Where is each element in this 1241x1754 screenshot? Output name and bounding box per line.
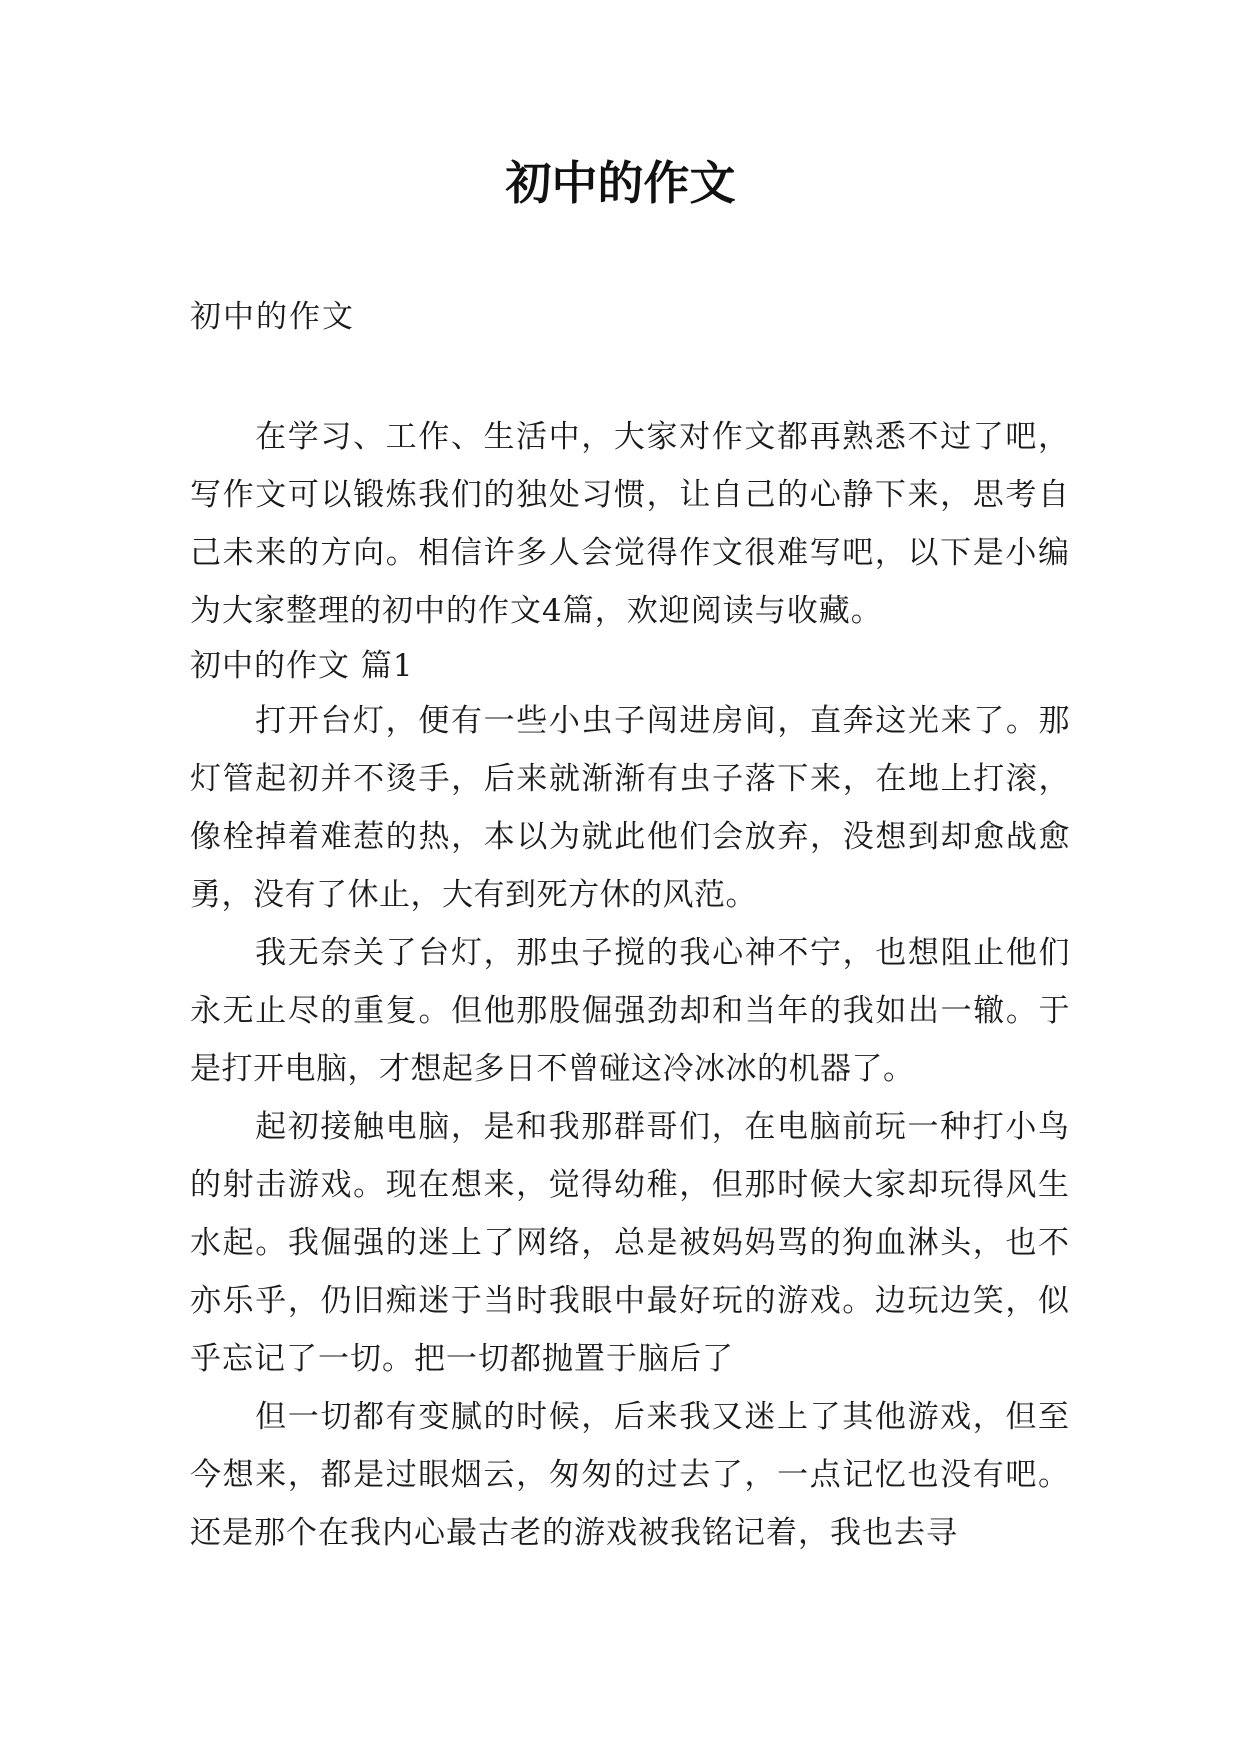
document-body (190, 408, 1070, 1562)
intro-paragraph: 在学习、工作、生活中，大家对作文都再熟悉不过了吧，写作文可以锻炼我们的独处习惯，让自己的心静下来，思考自己未来的方向。相信许多人会觉得作文很难写吧，以下是小编为大家整理的初中的作文4篇，欢迎阅读与收藏。 (190, 419, 1070, 629)
document-subtitle: 初中的作文 (190, 299, 355, 335)
body-paragraph: 起初接触电脑，是和我那群哥们，在电脑前玩一种打小鸟的射击游戏。现在想来，觉得幼稚，但那时候大家却玩得风生水起。我倔强的迷上了网络，总是被妈妈骂的狗血淋头，也不亦乐乎，仍旧痴迷于当时我眼中最好玩的游戏。边玩边笑，似乎忘记了一切。把一切都抛置于脑后了 (190, 1109, 1070, 1377)
body-paragraph: 但一切都有变腻的时候，后来我又迷上了其他游戏，但至今想来，都是过眼烟云，匆匆的过去了，一点记忆也没有吧。还是那个在我内心最古老的游戏被我铭记着，我也去寻 (190, 1399, 1070, 1551)
body-paragraph: 我无奈关了台灯，那虫子搅的我心神不宁，也想阻止他们永无止尽的重复。但他那股倔强劲却和当年的我如出一辙。于是打开电脑，才想起多日不曾碰这冷冰冰的机器了。 (190, 935, 1070, 1087)
document-title: 初中的作文 (505, 156, 736, 210)
section-heading: 初中的作文 篇1 (190, 648, 414, 684)
body-paragraph: 打开台灯，便有一些小虫子闯进房间，直奔这光来了。那灯管起初并不烫手，后来就渐渐有虫子落下来，在地上打滚，像栓掉着难惹的热，本以为就此他们会放弃，没想到却愈战愈勇，没有了休止，大有到死方休的风范。 (190, 703, 1070, 913)
